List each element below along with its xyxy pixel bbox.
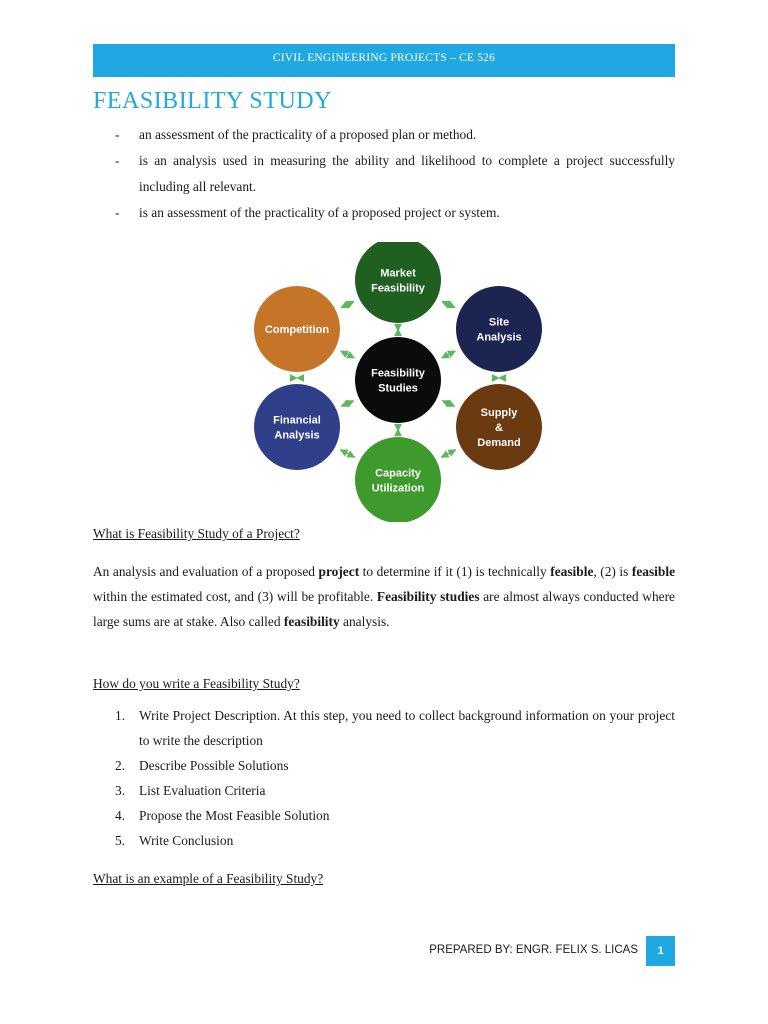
header-title: CIVIL ENGINEERING PROJECTS – CE 526	[272, 52, 496, 64]
step-text: List Evaluation Criteria	[139, 783, 266, 798]
step-text: Propose the Most Feasible Solution	[139, 808, 330, 823]
section-heading-how-to-write: How do you write a Feasibility Study?	[93, 676, 300, 691]
text-run: within the estimated cost, and (3) will be profitable.	[93, 589, 377, 604]
step-item	[93, 828, 675, 853]
double-arrow	[341, 301, 354, 307]
node-label: Competition	[264, 324, 330, 336]
bold-term: feasible	[550, 564, 594, 579]
node-circle	[355, 337, 441, 423]
bullet-dash: -	[115, 205, 120, 220]
text-run: are almost always conducted where large sums are at stake. Also called	[93, 589, 675, 629]
definition-text: is an analysis used in measuring the ability and likelihood to complete a project successfully including all relevant.	[139, 153, 675, 194]
step-text: Write Project Description. At this step, you need to collect background information on your project to write the description	[139, 708, 675, 748]
definition-text: is an assessment of the practicality of a proposed project or system.	[139, 205, 500, 220]
node-label: Studies	[378, 382, 418, 395]
step-item	[93, 803, 675, 828]
double-arrow	[442, 351, 456, 358]
step-item	[93, 703, 675, 753]
node-circle	[254, 384, 340, 470]
step-number: 3.	[115, 783, 126, 798]
text-run: , (2) is	[593, 564, 632, 579]
section-heading-what-is: What is Feasibility Study of a Project?	[93, 526, 300, 541]
page-title: FEASIBILITY STUDY	[93, 88, 332, 114]
definition-item	[93, 122, 675, 148]
double-arrow	[442, 401, 454, 407]
node-label: Site	[488, 316, 510, 329]
bold-term: feasibility	[283, 614, 340, 629]
text-run: An analysis and evaluation of a proposed	[93, 564, 319, 579]
node-label: Demand	[477, 437, 521, 449]
node-label: Feasibility	[371, 367, 425, 380]
bullet-dash: -	[115, 153, 120, 168]
header-bar	[93, 44, 675, 77]
step-item	[93, 753, 675, 778]
node-label: Financial	[273, 414, 321, 427]
node-label: Analysis	[274, 429, 320, 442]
bold-term: project	[318, 564, 360, 579]
text-run: analysis.	[339, 614, 390, 629]
definition-item	[93, 200, 675, 226]
bullet-dash: -	[115, 127, 120, 142]
node-label: Analysis	[476, 331, 522, 344]
node-label: Supply	[480, 407, 518, 419]
step-text: Write Conclusion	[139, 833, 234, 848]
diagram-nodes	[254, 242, 542, 522]
page-number: 1	[646, 936, 675, 966]
node-competition	[254, 286, 340, 372]
double-arrow	[340, 450, 354, 457]
double-arrow	[441, 450, 455, 457]
bold-term: Feasibility studies	[376, 589, 480, 604]
node-feasibility-studies	[355, 337, 441, 423]
node-label: Market	[380, 267, 416, 280]
double-arrow	[442, 301, 455, 307]
step-number: 2.	[115, 758, 126, 773]
node-site-analysis	[456, 286, 542, 372]
text-run: to determine if it (1) is technically	[359, 564, 551, 579]
section-paragraph	[93, 559, 675, 634]
double-arrow	[341, 351, 355, 358]
node-label: Utilization	[371, 482, 425, 495]
node-label: Capacity	[375, 467, 421, 480]
node-financial-analysis	[254, 384, 340, 470]
step-number: 4.	[115, 808, 126, 823]
double-arrow	[341, 401, 353, 407]
step-text: Describe Possible Solutions	[139, 758, 289, 773]
step-item	[93, 778, 675, 803]
step-number: 5.	[115, 833, 126, 848]
feasibility-diagram	[246, 242, 556, 522]
bold-term: feasible	[631, 564, 676, 579]
node-market-feasibility	[355, 242, 441, 323]
definition-text: an assessment of the practicality of a proposed plan or method.	[139, 127, 477, 142]
node-label: Feasibility	[371, 282, 425, 295]
steps-list	[93, 703, 675, 853]
node-circle	[456, 286, 542, 372]
prepared-by: PREPARED BY: ENGR. FELIX S. LICAS	[429, 944, 638, 956]
node-label: &	[495, 422, 503, 434]
step-number: 1.	[115, 708, 126, 723]
node-supply-demand	[456, 384, 542, 470]
definition-list	[93, 122, 675, 226]
node-circle	[355, 437, 441, 522]
node-capacity-utilization	[355, 437, 441, 522]
definition-item	[93, 148, 675, 200]
section-heading-example: What is an example of a Feasibility Study?	[93, 871, 324, 886]
